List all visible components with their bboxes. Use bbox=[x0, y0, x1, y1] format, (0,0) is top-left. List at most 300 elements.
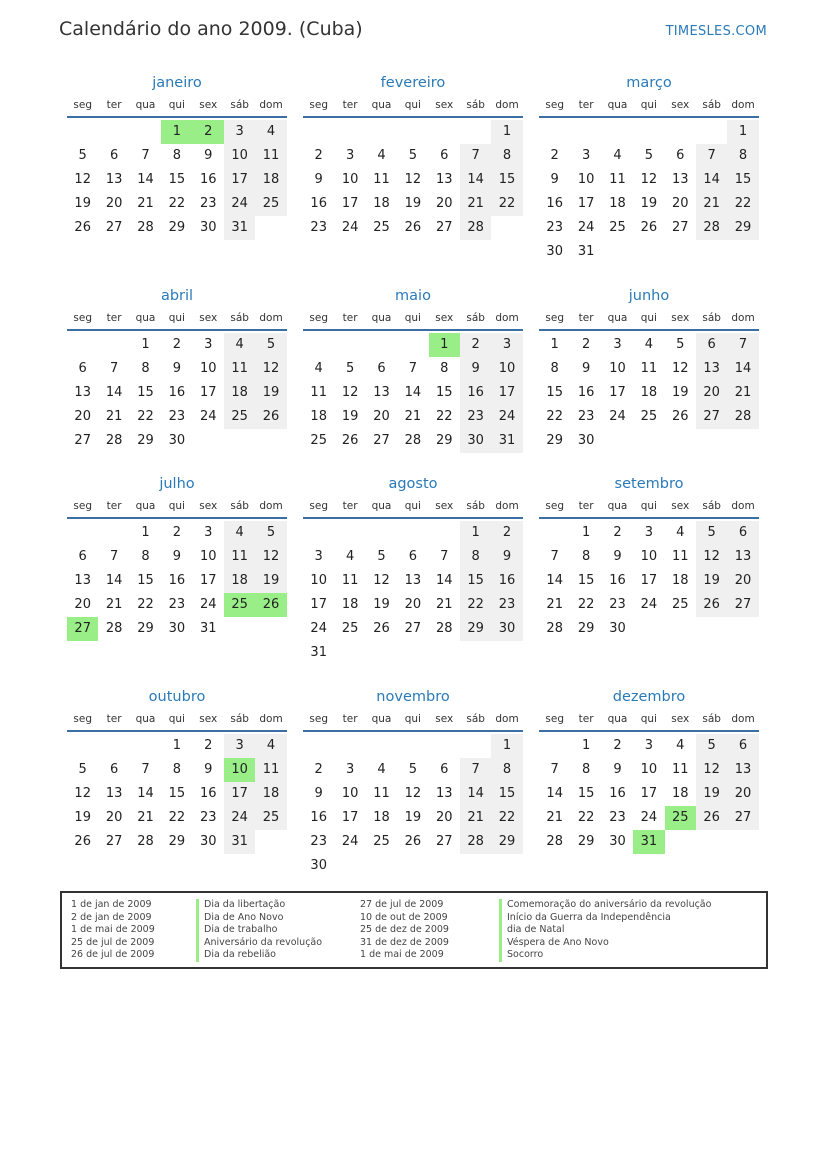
day-cell: 3 bbox=[644, 525, 653, 540]
day-cell: 2 bbox=[193, 120, 224, 144]
month-abril bbox=[67, 285, 287, 453]
day-cell: 4 bbox=[345, 549, 355, 564]
weekday-label: dom bbox=[495, 312, 519, 324]
day-cell: 31 bbox=[310, 645, 327, 660]
week-row bbox=[539, 429, 759, 453]
day-cell: 18 bbox=[671, 573, 689, 588]
header-rule bbox=[303, 517, 523, 519]
empty-cell bbox=[224, 617, 255, 641]
weekday-header bbox=[539, 307, 759, 329]
day-cell: 9 bbox=[491, 545, 522, 569]
day-cell: 9 bbox=[204, 762, 213, 777]
day-cell: 30 bbox=[546, 244, 563, 259]
day-cell: 25 bbox=[609, 220, 626, 235]
empty-cell bbox=[255, 617, 286, 641]
week-row bbox=[303, 830, 523, 854]
weekday-header bbox=[539, 94, 759, 116]
day-cell: 15 bbox=[137, 573, 154, 588]
day-cell: 24 bbox=[224, 192, 255, 216]
month-name: novembro bbox=[376, 689, 450, 705]
day-cell: 31 bbox=[224, 216, 255, 240]
weekday-label: dom bbox=[731, 713, 755, 725]
empty-cell bbox=[98, 333, 129, 357]
empty-cell bbox=[334, 120, 365, 144]
week-row bbox=[539, 120, 759, 144]
day-cell: 30 bbox=[609, 621, 626, 636]
day-cell: 18 bbox=[373, 810, 390, 825]
weekday-label: qua bbox=[607, 713, 628, 725]
day-cell: 28 bbox=[137, 220, 154, 235]
day-cell: 7 bbox=[460, 144, 491, 168]
day-cell: 2 bbox=[314, 148, 323, 163]
day-cell: 17 bbox=[199, 573, 217, 588]
weekday-label: ter bbox=[342, 312, 358, 324]
day-cell: 14 bbox=[435, 573, 453, 588]
empty-cell bbox=[633, 240, 664, 264]
empty-cell bbox=[67, 734, 98, 758]
day-cell: 11 bbox=[640, 361, 658, 376]
day-cell: 20 bbox=[435, 810, 453, 825]
legend-date: 27 de jul de 2009 bbox=[360, 899, 444, 910]
weekday-header bbox=[67, 708, 287, 730]
empty-cell bbox=[366, 734, 397, 758]
day-cell: 28 bbox=[404, 433, 422, 448]
empty-cell bbox=[255, 216, 286, 240]
empty-cell bbox=[696, 429, 727, 453]
day-cell: 24 bbox=[224, 806, 255, 830]
day-cell: 28 bbox=[105, 621, 123, 636]
day-cell: 8 bbox=[491, 758, 522, 782]
empty-cell bbox=[255, 830, 286, 854]
empty-cell bbox=[130, 734, 161, 758]
weekday-label: qui bbox=[168, 99, 185, 111]
day-cell: 13 bbox=[671, 172, 689, 187]
week-row bbox=[539, 405, 759, 429]
day-cell: 26 bbox=[640, 220, 658, 235]
weekday-label: sáb bbox=[466, 99, 485, 111]
weekday-label: sáb bbox=[702, 99, 721, 111]
weekday-label: ter bbox=[106, 312, 122, 324]
day-cell: 9 bbox=[550, 172, 559, 187]
day-cell: 6 bbox=[440, 762, 449, 777]
day-cell: 5 bbox=[676, 337, 685, 352]
month-junho bbox=[539, 285, 759, 453]
day-cell: 18 bbox=[224, 569, 255, 593]
empty-cell bbox=[539, 120, 570, 144]
week-row bbox=[539, 806, 759, 830]
day-cell: 15 bbox=[168, 786, 186, 801]
weekday-label: qui bbox=[404, 99, 421, 111]
day-cell: 7 bbox=[109, 361, 119, 376]
month-name: maio bbox=[395, 288, 431, 304]
day-cell: 6 bbox=[696, 333, 727, 357]
weekday-label: seg bbox=[309, 713, 328, 725]
day-cell: 12 bbox=[404, 172, 422, 187]
weekday-label: ter bbox=[342, 500, 358, 512]
day-cell: 19 bbox=[696, 782, 727, 806]
day-cell: 23 bbox=[168, 409, 186, 424]
day-cell: 7 bbox=[408, 361, 417, 376]
day-cell: 24 bbox=[341, 834, 359, 849]
day-cell: 16 bbox=[199, 786, 217, 801]
weekday-label: sex bbox=[199, 99, 218, 111]
day-cell: 24 bbox=[640, 597, 658, 612]
day-cell: 4 bbox=[377, 148, 386, 163]
week-row bbox=[67, 120, 287, 144]
week-row bbox=[539, 357, 759, 381]
day-cell: 16 bbox=[577, 385, 595, 400]
day-cell: 10 bbox=[224, 144, 255, 168]
legend-date: 25 de dez de 2009 bbox=[360, 924, 449, 936]
weekday-header bbox=[67, 307, 287, 329]
day-cell: 10 bbox=[224, 758, 255, 782]
day-cell: 8 bbox=[141, 361, 150, 376]
empty-cell bbox=[334, 521, 365, 545]
day-cell: 30 bbox=[491, 617, 522, 641]
day-cell: 7 bbox=[440, 549, 449, 564]
day-cell: 21 bbox=[727, 381, 758, 405]
empty-cell bbox=[98, 120, 129, 144]
day-cell: 28 bbox=[546, 834, 563, 849]
empty-cell bbox=[429, 734, 460, 758]
day-cell: 28 bbox=[727, 405, 758, 429]
week-row bbox=[67, 758, 287, 782]
day-cell: 22 bbox=[491, 192, 522, 216]
weekday-label: ter bbox=[342, 713, 358, 725]
day-cell: 12 bbox=[341, 385, 359, 400]
day-cell: 2 bbox=[581, 337, 591, 352]
weekday-label: seg bbox=[73, 500, 92, 512]
day-cell: 6 bbox=[377, 361, 386, 376]
weekday-label: qui bbox=[168, 713, 185, 725]
day-cell: 28 bbox=[696, 216, 727, 240]
day-cell: 26 bbox=[341, 433, 359, 448]
day-cell: 27 bbox=[67, 617, 98, 641]
day-cell: 1 bbox=[172, 738, 181, 753]
empty-cell bbox=[570, 120, 601, 144]
day-cell: 1 bbox=[429, 333, 460, 357]
day-cell: 22 bbox=[577, 810, 595, 825]
day-cell: 21 bbox=[546, 810, 563, 825]
week-row bbox=[303, 144, 523, 168]
legend-date: 1 de mai de 2009 bbox=[71, 924, 155, 936]
empty-cell bbox=[633, 120, 664, 144]
day-cell: 14 bbox=[137, 786, 154, 801]
day-cell: 6 bbox=[727, 734, 758, 758]
day-cell: 2 bbox=[613, 738, 622, 753]
empty-cell bbox=[397, 521, 428, 545]
day-cell: 12 bbox=[255, 545, 286, 569]
weekday-header bbox=[303, 307, 523, 329]
weekday-header bbox=[303, 708, 523, 730]
day-cell: 13 bbox=[74, 385, 91, 400]
day-cell: 8 bbox=[440, 361, 449, 376]
weekday-label: sáb bbox=[466, 312, 485, 324]
legend-names-1 bbox=[196, 899, 322, 962]
week-row bbox=[303, 854, 523, 878]
empty-cell bbox=[727, 429, 758, 453]
day-cell: 5 bbox=[345, 361, 355, 376]
day-cell: 10 bbox=[640, 549, 658, 564]
day-cell: 29 bbox=[727, 216, 758, 240]
day-cell: 1 bbox=[161, 120, 192, 144]
day-cell: 25 bbox=[665, 806, 696, 830]
month-name: julho bbox=[159, 476, 195, 492]
day-cell: 24 bbox=[609, 409, 626, 424]
header-rule bbox=[303, 116, 523, 118]
day-cell: 3 bbox=[345, 148, 355, 163]
day-cell: 17 bbox=[609, 385, 626, 400]
empty-cell bbox=[303, 521, 334, 545]
empty-cell bbox=[665, 617, 696, 641]
day-cell: 25 bbox=[671, 597, 689, 612]
weekday-header bbox=[539, 708, 759, 730]
empty-cell bbox=[539, 521, 570, 545]
legend-holiday-name: Dia de trabalho bbox=[196, 924, 322, 937]
day-cell: 23 bbox=[609, 597, 626, 612]
day-cell: 4 bbox=[224, 333, 255, 357]
day-cell: 3 bbox=[345, 762, 355, 777]
empty-cell bbox=[67, 521, 98, 545]
week-row bbox=[67, 734, 287, 758]
page-title: Calendário do ano 2009. (Cuba) bbox=[59, 18, 363, 40]
weekday-label: seg bbox=[545, 312, 564, 324]
weekday-label: qui bbox=[640, 713, 657, 725]
empty-cell bbox=[696, 617, 727, 641]
empty-cell bbox=[539, 734, 570, 758]
day-cell: 7 bbox=[460, 758, 491, 782]
day-cell: 11 bbox=[373, 786, 390, 801]
legend-holiday-name: Dia da rebelião bbox=[196, 949, 322, 962]
day-cell: 1 bbox=[581, 738, 591, 753]
weekday-label: ter bbox=[342, 99, 358, 111]
day-cell: 20 bbox=[74, 597, 91, 612]
day-cell: 23 bbox=[310, 220, 327, 235]
legend-holiday-name: Início da Guerra da Independência bbox=[499, 912, 711, 925]
empty-cell bbox=[397, 734, 428, 758]
weekday-label: seg bbox=[309, 312, 328, 324]
day-cell: 3 bbox=[224, 120, 255, 144]
day-cell: 3 bbox=[224, 734, 255, 758]
day-cell: 4 bbox=[255, 734, 286, 758]
day-cell: 26 bbox=[404, 834, 422, 849]
day-cell: 5 bbox=[377, 549, 386, 564]
week-row bbox=[539, 734, 759, 758]
weekday-label: seg bbox=[73, 312, 92, 324]
day-cell: 13 bbox=[727, 758, 758, 782]
day-cell: 15 bbox=[168, 172, 186, 187]
day-cell: 5 bbox=[408, 762, 417, 777]
empty-cell bbox=[665, 429, 696, 453]
day-cell: 16 bbox=[310, 196, 327, 211]
header-rule bbox=[539, 517, 759, 519]
day-cell: 18 bbox=[255, 168, 286, 192]
day-cell: 23 bbox=[168, 597, 186, 612]
week-row bbox=[303, 333, 523, 357]
day-cell: 31 bbox=[577, 244, 595, 259]
day-cell: 20 bbox=[671, 196, 689, 211]
day-cell: 6 bbox=[676, 148, 685, 163]
month-agosto bbox=[303, 473, 523, 665]
week-row bbox=[67, 593, 287, 617]
weekday-label: sáb bbox=[230, 500, 249, 512]
empty-cell bbox=[98, 734, 129, 758]
empty-cell bbox=[397, 854, 428, 878]
legend-date: 2 de jan de 2009 bbox=[71, 911, 152, 923]
weekday-label: sáb bbox=[466, 500, 485, 512]
week-row bbox=[303, 782, 523, 806]
day-cell: 6 bbox=[78, 549, 87, 564]
day-cell: 8 bbox=[581, 762, 591, 777]
day-cell: 18 bbox=[373, 196, 390, 211]
empty-cell bbox=[366, 521, 397, 545]
weekday-label: dom bbox=[731, 500, 755, 512]
week-row bbox=[303, 120, 523, 144]
weekday-label: sex bbox=[671, 500, 690, 512]
weekday-label: dom bbox=[259, 500, 283, 512]
day-cell: 27 bbox=[435, 220, 453, 235]
day-cell: 22 bbox=[546, 409, 563, 424]
weekday-label: seg bbox=[545, 500, 564, 512]
day-cell: 9 bbox=[613, 549, 622, 564]
week-row bbox=[303, 641, 523, 665]
empty-cell bbox=[696, 120, 727, 144]
day-cell: 19 bbox=[373, 597, 390, 612]
day-cell: 5 bbox=[696, 734, 727, 758]
weekday-label: qui bbox=[404, 500, 421, 512]
day-cell: 2 bbox=[204, 738, 213, 753]
day-cell: 6 bbox=[109, 148, 119, 163]
header-rule bbox=[67, 329, 287, 331]
weekday-label: seg bbox=[73, 713, 92, 725]
day-cell: 8 bbox=[727, 144, 758, 168]
day-cell: 20 bbox=[727, 569, 758, 593]
day-cell: 12 bbox=[696, 758, 727, 782]
empty-cell bbox=[193, 429, 224, 453]
day-cell: 29 bbox=[435, 433, 453, 448]
day-cell: 2 bbox=[172, 337, 181, 352]
weekday-label: dom bbox=[259, 99, 283, 111]
week-row bbox=[303, 521, 523, 545]
day-cell: 23 bbox=[199, 196, 217, 211]
empty-cell bbox=[303, 120, 334, 144]
week-row bbox=[539, 758, 759, 782]
day-cell: 29 bbox=[577, 621, 595, 636]
day-cell: 6 bbox=[78, 361, 87, 376]
day-cell: 27 bbox=[105, 220, 123, 235]
weekday-label: qui bbox=[640, 500, 657, 512]
day-cell: 18 bbox=[310, 409, 327, 424]
day-cell: 13 bbox=[105, 786, 123, 801]
day-cell: 1 bbox=[491, 120, 522, 144]
day-cell: 14 bbox=[460, 782, 491, 806]
day-cell: 4 bbox=[224, 521, 255, 545]
weekday-label: qua bbox=[135, 713, 156, 725]
day-cell: 27 bbox=[373, 433, 390, 448]
weekday-label: dom bbox=[495, 713, 519, 725]
day-cell: 6 bbox=[109, 762, 119, 777]
weekday-label: sáb bbox=[702, 500, 721, 512]
day-cell: 25 bbox=[341, 621, 359, 636]
day-cell: 19 bbox=[74, 810, 91, 825]
day-cell: 3 bbox=[581, 148, 591, 163]
weekday-label: ter bbox=[578, 312, 594, 324]
day-cell: 4 bbox=[644, 337, 653, 352]
empty-cell bbox=[602, 240, 633, 264]
day-cell: 24 bbox=[341, 220, 359, 235]
day-cell: 23 bbox=[577, 409, 595, 424]
day-cell: 7 bbox=[109, 549, 119, 564]
day-cell: 23 bbox=[609, 810, 626, 825]
empty-cell bbox=[397, 120, 428, 144]
month-name: outubro bbox=[148, 689, 206, 705]
month-name: janeiro bbox=[152, 75, 202, 91]
day-cell: 26 bbox=[255, 405, 286, 429]
brand-link[interactable]: TIMESLES.COM bbox=[665, 24, 767, 39]
day-cell: 16 bbox=[310, 810, 327, 825]
legend-names-2 bbox=[499, 899, 711, 962]
day-cell: 10 bbox=[341, 786, 359, 801]
day-cell: 25 bbox=[373, 220, 390, 235]
legend-date: 31 de dez de 2009 bbox=[360, 936, 449, 948]
day-cell: 9 bbox=[460, 357, 491, 381]
weekday-label: qua bbox=[371, 312, 392, 324]
day-cell: 14 bbox=[727, 357, 758, 381]
day-cell: 28 bbox=[546, 621, 563, 636]
day-cell: 6 bbox=[727, 521, 758, 545]
day-cell: 16 bbox=[199, 172, 217, 187]
day-cell: 27 bbox=[404, 621, 422, 636]
day-cell: 3 bbox=[204, 525, 213, 540]
day-cell: 28 bbox=[105, 433, 123, 448]
day-cell: 21 bbox=[105, 409, 123, 424]
legend-date: 26 de jul de 2009 bbox=[71, 949, 155, 961]
day-cell: 19 bbox=[341, 409, 359, 424]
empty-cell bbox=[633, 617, 664, 641]
weekday-header bbox=[303, 495, 523, 517]
week-row bbox=[539, 240, 759, 264]
day-cell: 9 bbox=[581, 361, 591, 376]
day-cell: 21 bbox=[460, 192, 491, 216]
legend-dates-1 bbox=[71, 899, 155, 962]
week-row bbox=[303, 734, 523, 758]
day-cell: 18 bbox=[341, 597, 359, 612]
day-cell: 20 bbox=[404, 597, 422, 612]
weekday-label: qui bbox=[168, 500, 185, 512]
day-cell: 19 bbox=[696, 569, 727, 593]
weekday-label: sáb bbox=[230, 713, 249, 725]
day-cell: 29 bbox=[137, 433, 154, 448]
day-cell: 17 bbox=[640, 573, 658, 588]
week-row bbox=[303, 593, 523, 617]
day-cell: 12 bbox=[373, 573, 390, 588]
empty-cell bbox=[429, 641, 460, 665]
day-cell: 9 bbox=[314, 172, 323, 187]
day-cell: 2 bbox=[172, 525, 181, 540]
empty-cell bbox=[665, 240, 696, 264]
weekday-label: qua bbox=[371, 99, 392, 111]
empty-cell bbox=[303, 734, 334, 758]
day-cell: 21 bbox=[105, 597, 123, 612]
week-row bbox=[303, 806, 523, 830]
weekday-label: qua bbox=[135, 99, 156, 111]
weekday-label: seg bbox=[309, 99, 328, 111]
empty-cell bbox=[334, 641, 365, 665]
week-row bbox=[303, 545, 523, 569]
empty-cell bbox=[727, 617, 758, 641]
month-name: fevereiro bbox=[380, 75, 446, 91]
day-cell: 11 bbox=[224, 545, 255, 569]
